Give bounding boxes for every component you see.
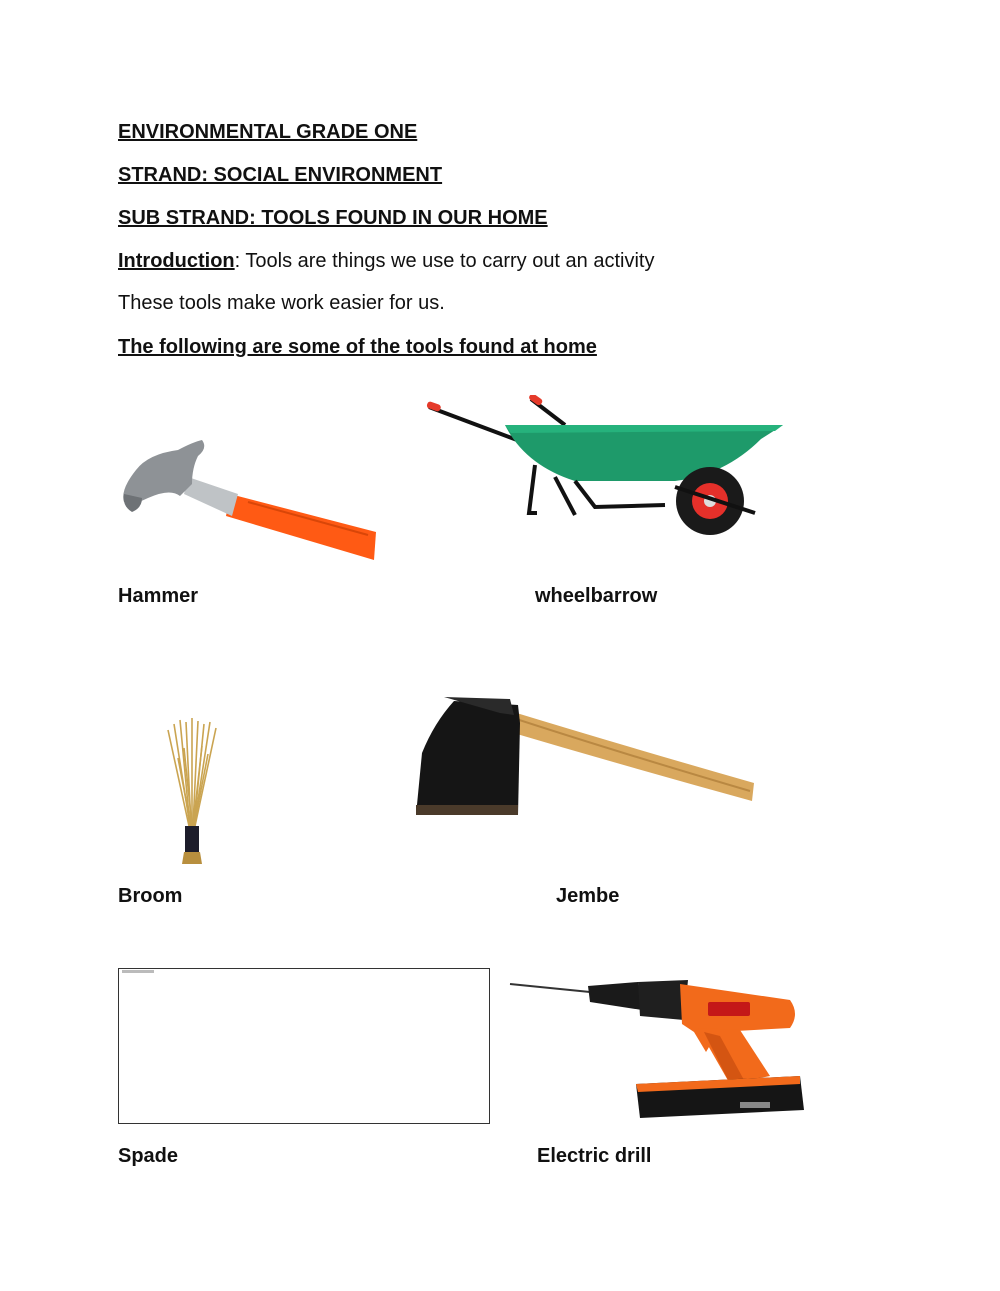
spade-image-placeholder <box>118 968 490 1124</box>
introduction-line <box>118 249 654 273</box>
tools-list-heading: The following are some of the tools found at home <box>118 336 597 358</box>
introduction-label: Introduction <box>118 250 235 272</box>
page-title: ENVIRONMENTAL GRADE ONE <box>118 121 418 143</box>
spade-label: Spade <box>118 1145 179 1167</box>
hammer-image <box>118 432 388 567</box>
broom-image <box>160 718 226 866</box>
wheelbarrow-image <box>425 395 785 540</box>
sub-strand-heading: SUB STRAND: TOOLS FOUND IN OUR HOME <box>118 207 548 229</box>
strand-heading: STRAND: SOCIAL ENVIRONMENT <box>118 164 443 186</box>
wheelbarrow-label: wheelbarrow <box>535 585 658 607</box>
jembe-label: Jembe <box>556 885 620 907</box>
jembe-image <box>414 693 759 818</box>
intro-second-line: These tools make work easier for us. <box>118 292 445 314</box>
electric-drill-image <box>508 980 808 1120</box>
electric-drill-label: Electric drill <box>537 1145 652 1167</box>
introduction-text: : Tools are things we use to carry out an activity <box>234 250 655 272</box>
broken-image-marker <box>122 970 154 973</box>
hammer-label: Hammer <box>118 585 199 607</box>
broom-label: Broom <box>118 885 183 907</box>
